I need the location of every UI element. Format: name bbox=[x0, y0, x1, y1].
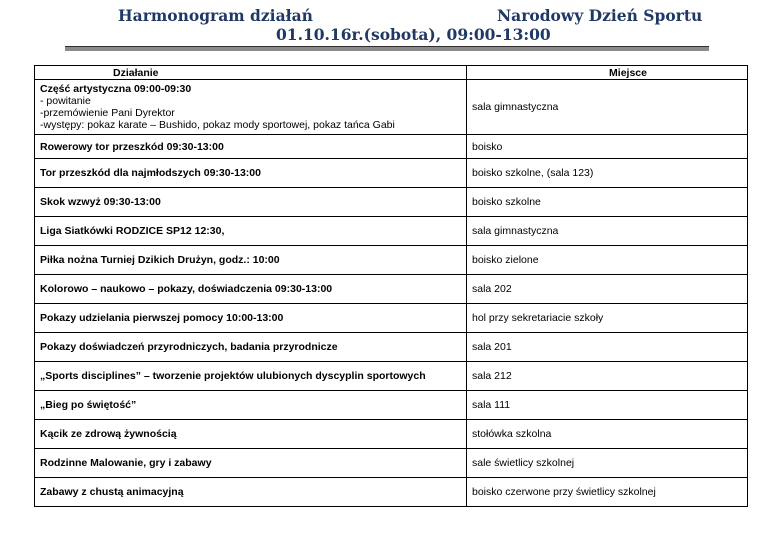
place-cell: sala 212 bbox=[467, 362, 748, 391]
table-row bbox=[35, 391, 748, 420]
activity-cell: „Sports disciplines” – tworzenie projektów ulubionych dyscyplin sportowych bbox=[35, 362, 467, 391]
table-row bbox=[35, 80, 748, 135]
place-cell: sala 202 bbox=[467, 275, 748, 304]
place-cell: sala gimnastyczna bbox=[467, 217, 748, 246]
event-date-time: 01.10.16r.(sobota), 09:00-13:00 bbox=[276, 25, 551, 44]
place-cell: sala gimnastyczna bbox=[467, 80, 748, 135]
column-header-activity: Działanie bbox=[35, 66, 467, 80]
table-row bbox=[35, 246, 748, 275]
place-cell: boisko szkolne bbox=[467, 188, 748, 217]
activity-title: Część artystyczna 09:00-09:30 bbox=[40, 83, 192, 95]
activity-detail: -występy: pokaz karate – Bushido, pokaz mody sportowej, pokaz tańca Gabi bbox=[40, 119, 395, 131]
place-cell: boisko czerwone przy świetlicy szkolnej bbox=[467, 478, 748, 507]
table-row bbox=[35, 275, 748, 304]
activity-cell: Piłka nożna Turniej Dzikich Drużyn, godz.: 10:00 bbox=[35, 246, 467, 275]
place-cell: sala 111 bbox=[467, 391, 748, 420]
table-row bbox=[35, 217, 748, 246]
schedule-table bbox=[34, 65, 748, 507]
activity-cell bbox=[35, 80, 467, 135]
activity-cell: Skok wzwyż 09:30-13:00 bbox=[35, 188, 467, 217]
place-cell: boisko szkolne, (sala 123) bbox=[467, 159, 748, 188]
place-cell: boisko bbox=[467, 135, 748, 159]
column-header-place: Miejsce bbox=[467, 66, 748, 80]
activity-cell: „Bieg po świętość” bbox=[35, 391, 467, 420]
place-cell: sale świetlicy szkolnej bbox=[467, 449, 748, 478]
table-row bbox=[35, 159, 748, 188]
table-row bbox=[35, 420, 748, 449]
place-cell: boisko zielone bbox=[467, 246, 748, 275]
activity-detail: -przemówienie Pani Dyrektor bbox=[40, 107, 175, 119]
place-cell: sala 201 bbox=[467, 333, 748, 362]
table-row bbox=[35, 304, 748, 333]
place-cell: stołówka szkolna bbox=[467, 420, 748, 449]
activity-detail: - powitanie bbox=[40, 95, 91, 107]
table-header-row bbox=[35, 66, 748, 80]
document-title: Harmonogram działań bbox=[118, 6, 313, 25]
activity-cell: Pokazy doświadczeń przyrodniczych, badania przyrodnicze bbox=[35, 333, 467, 362]
activity-cell: Liga Siatkówki RODZICE SP12 12:30, bbox=[35, 217, 467, 246]
table-row bbox=[35, 333, 748, 362]
activity-cell: Rowerowy tor przeszkód 09:30-13:00 bbox=[35, 135, 467, 159]
table-row bbox=[35, 478, 748, 507]
header-divider bbox=[65, 46, 709, 51]
activity-cell: Rodzinne Malowanie, gry i zabawy bbox=[35, 449, 467, 478]
table-row bbox=[35, 449, 748, 478]
table-row bbox=[35, 188, 748, 217]
place-cell: hol przy sekretariacie szkoły bbox=[467, 304, 748, 333]
activity-cell: Pokazy udzielania pierwszej pomocy 10:00-13:00 bbox=[35, 304, 467, 333]
activity-cell: Zabawy z chustą animacyjną bbox=[35, 478, 467, 507]
table-row bbox=[35, 135, 748, 159]
activity-cell: Kolorowo – naukowo – pokazy, doświadczenia 09:30-13:00 bbox=[35, 275, 467, 304]
activity-cell: Kącik ze zdrową żywnością bbox=[35, 420, 467, 449]
event-name: Narodowy Dzień Sportu bbox=[497, 6, 703, 25]
activity-cell: Tor przeszkód dla najmłodszych 09:30-13:00 bbox=[35, 159, 467, 188]
table-row bbox=[35, 362, 748, 391]
